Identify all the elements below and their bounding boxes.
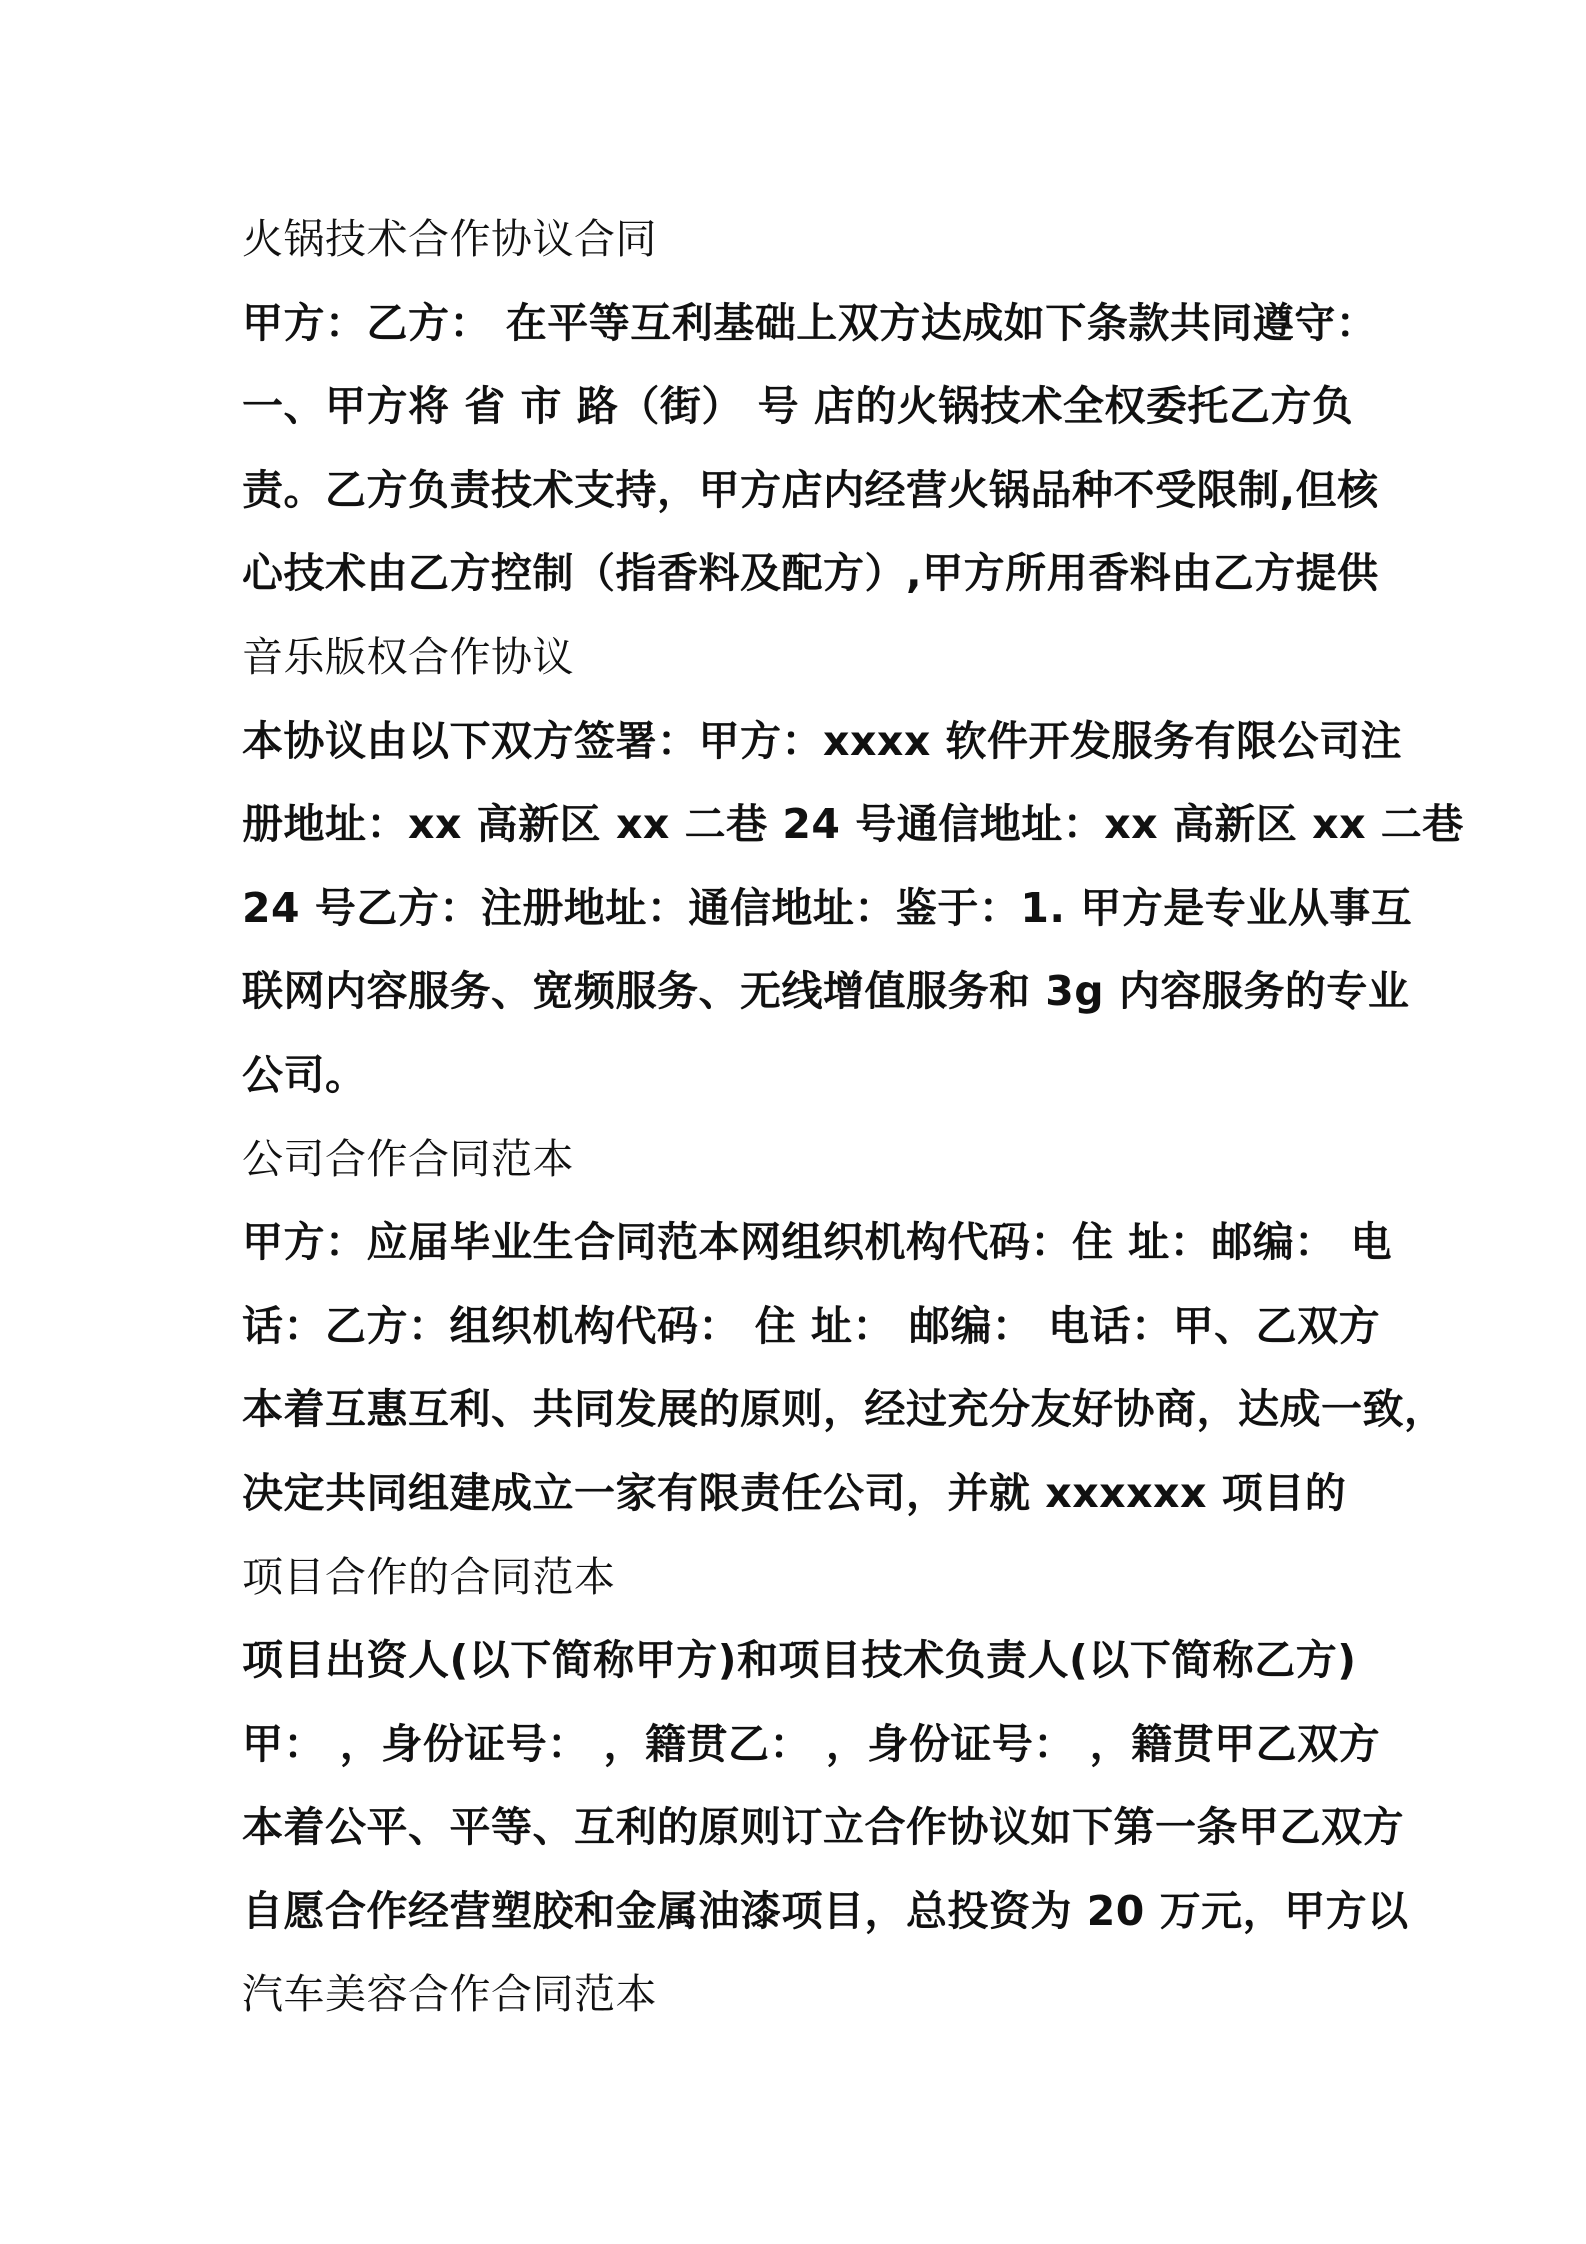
heading-music-copyright: 音乐版权合作协议 bbox=[242, 632, 574, 681]
document-page bbox=[242, 198, 1464, 2037]
paragraph-line: 本着公平、平等、互利的原则订立合作协议如下第一条甲乙双方 bbox=[242, 1803, 1404, 1852]
paragraph-line: 本协议由以下双方签署：甲方：xxxx 软件开发服务有限公司注 bbox=[242, 716, 1403, 765]
heading-project-cooperation: 项目合作的合同范本 bbox=[242, 1552, 616, 1601]
heading-company-cooperation: 公司合作合同范本 bbox=[242, 1134, 574, 1183]
paragraph-line: 本着互惠互利、共同发展的原则，经过充分友好协商，达成一致， bbox=[242, 1385, 1446, 1434]
heading-car-beauty: 汽车美容合作合同范本 bbox=[242, 1970, 657, 2019]
paragraph-line: 自愿合作经营塑胶和金属油漆项目，总投资为 20 万元，甲方以 bbox=[242, 1886, 1409, 1935]
paragraph-line: 公司。 bbox=[242, 1050, 367, 1099]
paragraph-line: 决定共同组建成立一家有限责任公司，并就 xxxxxx 项目的 bbox=[242, 1468, 1347, 1517]
paragraph-line: 一、甲方将 省 市 路（街） 号 店的火锅技术全权委托乙方负 bbox=[242, 382, 1354, 431]
heading-hotpot-agreement: 火锅技术合作协议合同 bbox=[242, 215, 657, 263]
paragraph-line: 册地址：xx 高新区 xx 二巷 24 号通信地址：xx 高新区 xx 二巷 bbox=[242, 800, 1464, 849]
paragraph-line: 话：乙方：组织机构代码： 住 址： 邮编： 电话：甲、乙双方 bbox=[242, 1301, 1381, 1350]
paragraph-line: 甲： ，身份证号： ，籍贯乙： ，身份证号： ，籍贯甲乙双方 bbox=[242, 1719, 1381, 1768]
paragraph-line: 项目出资人(以下简称甲方)和项目技术负责人(以下简称乙方) bbox=[242, 1636, 1357, 1685]
paragraph-line: 心技术由乙方控制（指香料及配方）,甲方所用香料由乙方提供 bbox=[242, 549, 1379, 598]
paragraph-line: 24 号乙方：注册地址：通信地址：鉴于：1. 甲方是专业从事互 bbox=[242, 883, 1413, 932]
paragraph-line: 联网内容服务、宽频服务、无线增值服务和 3g 内容服务的专业 bbox=[242, 967, 1410, 1016]
paragraph-line: 责。乙方负责技术支持，甲方店内经营火锅品种不受限制,但核 bbox=[242, 465, 1379, 514]
paragraph-line: 甲方：乙方： 在平等互利基础上双方达成如下条款共同遵守： bbox=[242, 298, 1378, 347]
paragraph-line: 甲方：应届毕业生合同范本网组织机构代码：住 址：邮编： 电 bbox=[242, 1218, 1393, 1267]
